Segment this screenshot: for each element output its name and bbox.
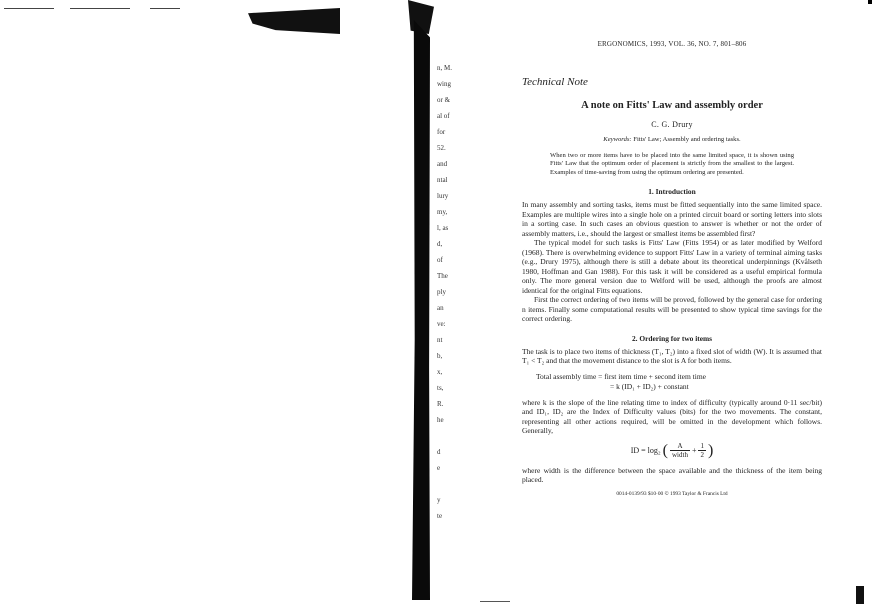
margin-fragment: te: [437, 512, 443, 520]
keywords-line: [522, 136, 822, 143]
margin-fragment: [437, 476, 461, 492]
margin-fragment: of: [437, 256, 443, 264]
book-spine-shadow: [412, 20, 430, 600]
index-of-difficulty-formula: [522, 442, 822, 460]
margin-fragment: d: [437, 448, 441, 456]
formula-fraction: [698, 442, 706, 459]
margin-fragment: wing: [437, 80, 451, 88]
formula-denominator: width: [672, 451, 688, 460]
margin-fragment: x,: [437, 368, 443, 376]
article-type: Technical Note: [522, 76, 588, 88]
margin-fragment: ntal: [437, 176, 448, 184]
formula-lhs: ID = log₂: [630, 445, 661, 455]
margin-fragment: lury: [437, 192, 449, 200]
margin-fragment: d,: [437, 240, 443, 248]
margin-fragment: The: [437, 272, 448, 280]
scan-dash-line: [0, 8, 880, 10]
margin-fragment: n, M.: [437, 64, 452, 72]
margin-fragment: and: [437, 160, 448, 168]
document-page: [522, 40, 822, 497]
article-author: C. G. Drury: [651, 120, 693, 129]
margin-fragment: an: [437, 304, 444, 312]
margin-fragment: l, as: [437, 224, 449, 232]
keywords-text: Fitts' Law; Assembly and ordering tasks.: [633, 136, 741, 143]
keywords-label: Keywords:: [603, 136, 632, 143]
scan-dash: [4, 8, 54, 9]
margin-fragment: e: [437, 464, 441, 472]
paragraph: In many assembly and sorting tasks, items must be fitted sequentially into the same limited space. Examples are multiple wires into a single hole on a printed circuit board or sorting letters into slots in a sorting case. In such cases an obvious question to answer is whether or not the order of assembly matters, i.e., should the largest or smallest items be assembled first?: [522, 200, 822, 238]
section-heading-introduction: 1. Introduction: [648, 187, 696, 197]
margin-fragment: for: [437, 128, 446, 136]
section-ordering-body-cont: [522, 398, 822, 436]
scan-artifact: [868, 0, 872, 4]
margin-fragment: al of: [437, 112, 450, 120]
section-ordering-body-end: [522, 466, 822, 485]
margin-fragment: ply: [437, 288, 446, 296]
section-introduction-body: [522, 200, 822, 324]
formula-numerator: 1: [700, 442, 704, 451]
formula-fraction: [670, 442, 690, 459]
paragraph: The typical model for such tasks is Fitts' Law (Fitts 1954) or as later modified by Welford (1968). There is overwhelming evidence to support Fitts' Law in a variety of terminal aiming tasks (e.g., Drury 1975), although there is still a debate about its theoretical underpinnings (Kvålseth 1980, Hoffman and Gan 1988). For this task it will be considered as a useful empirical formula only. The more general version due to Welford will be used, although the proofs are almost identical for the original Fitts equations.: [522, 238, 822, 295]
assembly-time-equation: [536, 372, 822, 392]
paragraph: First the correct ordering of two items will be proved, followed by the general case for ordering n items. Finally some computational results will be presented to show typical time savings for the correct ordering.: [522, 295, 822, 324]
scan-artifact: [480, 601, 510, 602]
margin-fragment: or &: [437, 96, 451, 104]
left-page-margin-fragments: [437, 60, 461, 524]
scan-dash: [70, 8, 130, 9]
paragraph: The task is to place two items of thickness (T₁, T₂) into a fixed slot of width (W). It is assumed that T₁ < T₂ and that the movement distance to the slot is A for both items.: [522, 346, 822, 366]
equation-line: Total assembly time = first item time + second item time: [536, 371, 706, 381]
margin-fragment: y: [437, 496, 441, 504]
journal-header: ERGONOMICS, 1993, VOL. 36, NO. 7, 801–806: [597, 40, 747, 48]
margin-fragment: he: [437, 416, 444, 424]
formula-denominator: 2: [700, 451, 704, 460]
margin-fragment: [437, 428, 461, 444]
formula-plus: +: [691, 445, 697, 455]
abstract: When two or more items have to be placed into the same limited space, it is shown using Fitts' Law that the optimum order of placement is strictly from the smallest to the largest. Examples of time-saving from using the optimum ordering are presented.: [550, 152, 794, 176]
margin-fragment: 52.: [437, 144, 446, 152]
article-title: A note on Fitts' Law and assembly order: [581, 100, 763, 111]
copyright-footer: 0014-0139/93 $10·00 © 1993 Taylor & Francis Ltd: [616, 490, 728, 497]
margin-fragment: b,: [437, 352, 443, 360]
paragraph: where width is the difference between the space available and the thickness of the item being placed.: [522, 465, 822, 485]
margin-fragment: my,: [437, 208, 448, 216]
formula-numerator: A: [670, 442, 690, 451]
scan-artifact: [248, 8, 340, 34]
section-ordering-body: [522, 347, 822, 366]
scan-dash: [150, 8, 180, 9]
formula-paren-open: (: [662, 441, 668, 459]
margin-fragment: R.: [437, 400, 444, 408]
margin-fragment: ts,: [437, 384, 444, 392]
scan-artifact: [856, 586, 864, 604]
formula-paren-close: ): [707, 441, 714, 459]
margin-fragment: nt: [437, 336, 443, 344]
paragraph: where k is the slope of the line relating time to index of difficulty (typically around 0·11 sec/bit) and ID₁, ID₂ are the Index of Difficulty values (bits) for the two movements. The constant, representing all other actions required, will be omitted in the development which follows. Generally,: [522, 397, 822, 436]
section-heading-ordering: 2. Ordering for two items: [631, 333, 713, 343]
margin-fragment: ve:: [437, 320, 446, 328]
equation-line: = k (ID₁ + ID₂) + constant: [610, 381, 689, 391]
